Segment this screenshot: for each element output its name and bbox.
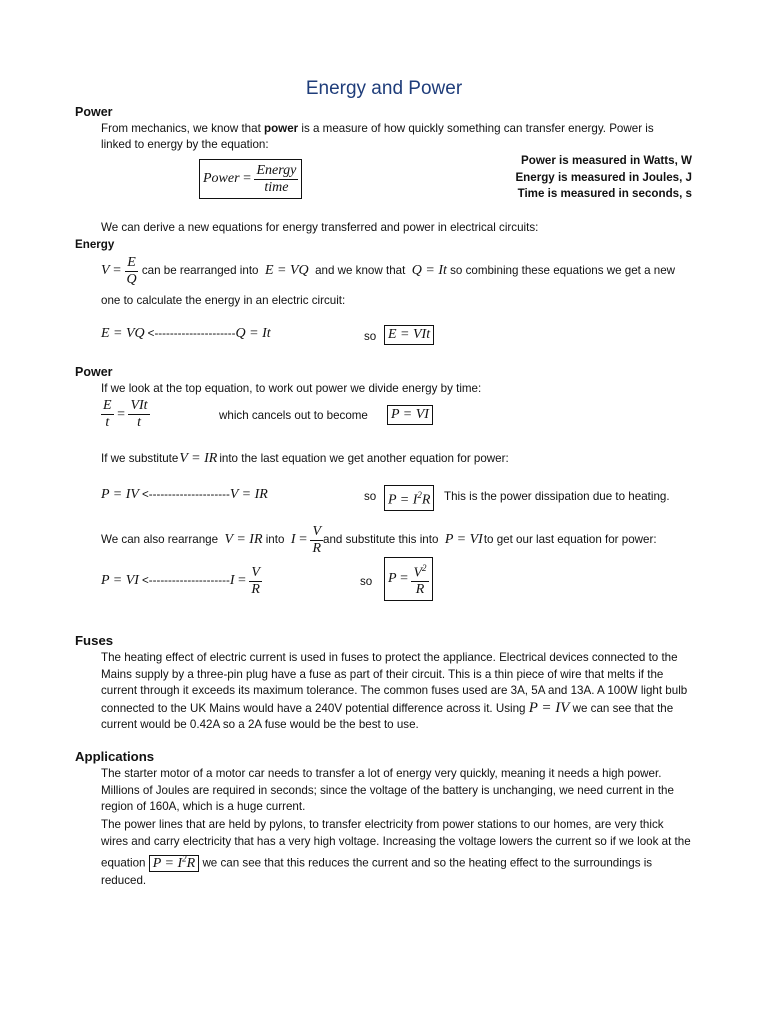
- rearrange-text-a: We can also rearrange: [101, 532, 219, 546]
- apps-eq-base: P = I: [152, 855, 183, 871]
- fraction-e-numerator: E: [103, 398, 112, 413]
- chain2-left-eq: P = IV: [101, 487, 139, 502]
- rearrange-into: into: [265, 532, 285, 546]
- eq-v-fraction: [124, 255, 138, 288]
- unit-energy: Energy is measured in Joules, J: [515, 170, 692, 184]
- energy-text-3: so combining these equations we get a new: [450, 263, 676, 277]
- substitute-text-b: into the last equation we get another equation for power:: [219, 452, 509, 465]
- chain3-i: I: [229, 572, 235, 588]
- substitute-text-a: If we substitute: [101, 452, 179, 465]
- chain-arrow: <---------------------: [147, 327, 236, 340]
- result3-fraction: [411, 560, 428, 599]
- eq-v-numerator: E: [127, 254, 136, 270]
- fraction-vit-denominator: t: [137, 415, 141, 430]
- chain-right-eq: Q = It: [235, 326, 271, 341]
- chain3-denominator: R: [251, 581, 260, 597]
- eq-e-vq: E = VQ: [264, 262, 309, 278]
- result3-num-base: V: [413, 565, 423, 581]
- energy-text-2: and we know that: [315, 263, 406, 277]
- power-result-box-1: P = VI: [387, 405, 433, 425]
- section-heading-fuses: Fuses: [75, 633, 114, 648]
- result3-numerator: [411, 560, 428, 583]
- rearrange-fraction: [310, 524, 323, 557]
- equation-fraction: [254, 163, 298, 196]
- result3-num-sup: 2: [422, 562, 427, 573]
- power-intro-text: If we look at the top equation, to work out power we divide energy by time:: [101, 382, 482, 395]
- result2-tail: R: [421, 492, 431, 508]
- rearrange-numerator: V: [312, 523, 322, 539]
- intro-bold-power: power: [264, 122, 299, 135]
- units-block: [515, 153, 692, 203]
- page-title: Energy and Power: [305, 78, 463, 99]
- energy-text-1: can be rearranged into: [141, 263, 259, 277]
- fraction-vit-numerator: VIt: [130, 398, 148, 413]
- fuses-text-b: we can see that the current would be 0.42A so a 2A fuse would be the best to use.: [101, 701, 674, 731]
- eq-v: V: [101, 262, 110, 278]
- apps-eq-tail: R: [186, 855, 196, 871]
- fuses-eq: P = IV: [528, 699, 570, 716]
- power-chain-2: [101, 487, 268, 504]
- section-heading-applications: Applications: [75, 749, 155, 764]
- power-energy-equation: Power = $\frac{\text{Energy}}{\text{time}}$: [199, 159, 302, 199]
- applications-paragraph-2: [101, 816, 693, 889]
- chain2-arrow: <---------------------: [141, 488, 230, 501]
- chain2-right-eq: V = IR: [229, 487, 268, 502]
- chain3-numerator: V: [251, 564, 260, 580]
- result2-base: P = I: [388, 492, 418, 508]
- intro-text-b: is a measure of how quickly something can transfer energy. Power is: [298, 122, 654, 135]
- chain3-left-eq: P = VI: [101, 572, 139, 588]
- cancel-fractions: $\frac{E}{t}$ = $\frac{\text{VIt}}{t}$: [103, 398, 148, 430]
- substitute-line: [101, 451, 509, 468]
- power-result-box-2: [384, 485, 434, 511]
- section-heading-energy: Energy: [75, 238, 115, 251]
- apps-text-b: we can see that this reduces the current and so the heating effect to the surroundings is reduced.: [101, 856, 653, 887]
- equation-denominator: time: [264, 179, 289, 195]
- apps-eq-sup: 2: [182, 853, 187, 863]
- unit-time: Time is measured in seconds, s: [517, 187, 692, 200]
- result3-denominator: R: [415, 582, 425, 598]
- energy-chain: [101, 326, 271, 343]
- cancels-text: which cancels out to become: [219, 409, 368, 422]
- unit-power: Power is measured in Watts, W: [521, 154, 692, 167]
- dissipation-text: This is the power dissipation due to heating.: [444, 490, 670, 503]
- energy-so: so: [364, 330, 377, 343]
- eq-v-denominator: Q: [126, 271, 137, 287]
- result2-sup: 2: [417, 490, 422, 500]
- power-chain-3: P = VI <--------------------- I = $\frac{V}{R}$: [101, 564, 260, 597]
- section-heading-power-2: Power: [75, 365, 113, 379]
- apps-text-a: The power lines that are held by pylons, to transfer electricity from power stations to our homes, are very thick wires and carry electricity that has a very high voltage. Increasing the voltage lowers the current so if we look at the equation: [101, 818, 691, 870]
- fuses-text-a: The heating effect of electric current is used in fuses to protect the appliance. Electrical devices connected to the Mains supply by a three-pin plug have a fuse as part of their circuit. This is a thin piece of wire that melts if the current through it exceeds its maximum tolerance. The common fuses used are 3A, 5A and 13A. A 100W light bulb connected to the UK Mains would have a 240V potential difference across it. Using: [101, 651, 688, 715]
- equation-numerator: Energy: [256, 162, 297, 178]
- apps-eq-box: [149, 855, 199, 872]
- intro-line-1: [101, 121, 654, 138]
- rearrange-denominator: R: [312, 540, 322, 556]
- chain3-arrow: <---------------------: [141, 573, 230, 587]
- chain-left-eq: E = VQ: [101, 326, 145, 341]
- power-result-box-3: P = $\frac{V^2}{R}$: [384, 557, 433, 601]
- fraction-e-over-t: [101, 398, 114, 431]
- intro-line-2: linked to energy by the equation:: [101, 138, 269, 151]
- substitute-eq: V = IR: [179, 451, 218, 466]
- energy-result-box: E = VIt: [384, 325, 434, 345]
- rearrange-line: We can also rearrange V = IR into I = $\frac{V}{R}$ and substitute this into P = VI to get our last equation for power:: [101, 523, 657, 556]
- rearrange-eq: V = IR: [224, 531, 263, 547]
- rearrange-text-c: to get our last equation for power:: [483, 532, 657, 546]
- section-heading-power: Power: [75, 105, 113, 119]
- fuses-paragraph: [101, 650, 693, 734]
- chain3-fraction: [249, 565, 262, 598]
- rearrange-i: I: [290, 531, 296, 547]
- energy-line-1: V = $\frac{E}{Q}$ can be rearranged into E = VQ and we know that Q = It so combining these equations we get a new: [101, 254, 676, 287]
- energy-line-2: one to calculate the energy in an electric circuit:: [101, 294, 346, 307]
- rearrange-text-b: and substitute this into: [323, 532, 439, 546]
- rearrange-eq-2: P = VI: [444, 531, 483, 547]
- fraction-vit-over-t: [128, 398, 149, 431]
- intro-text-a: From mechanics, we know that: [101, 122, 265, 135]
- equation-lhs: Power: [203, 171, 240, 186]
- derive-text: We can derive a new equations for energy transferred and power in electrical circuits:: [101, 221, 539, 234]
- power-so-2: so: [364, 490, 377, 503]
- result3-p: P: [388, 571, 397, 586]
- power-so-3: so: [360, 575, 373, 588]
- eq-q-it: Q = It: [411, 262, 447, 278]
- fraction-e-denominator: t: [105, 415, 110, 430]
- applications-paragraph-1: The starter motor of a motor car needs to transfer a lot of energy very quickly, meaning it needs a high power. Millions of Joules are required in seconds; since the voltage of the battery is unchanging, we need current in the region of 160A, which is a huge current.: [101, 767, 674, 813]
